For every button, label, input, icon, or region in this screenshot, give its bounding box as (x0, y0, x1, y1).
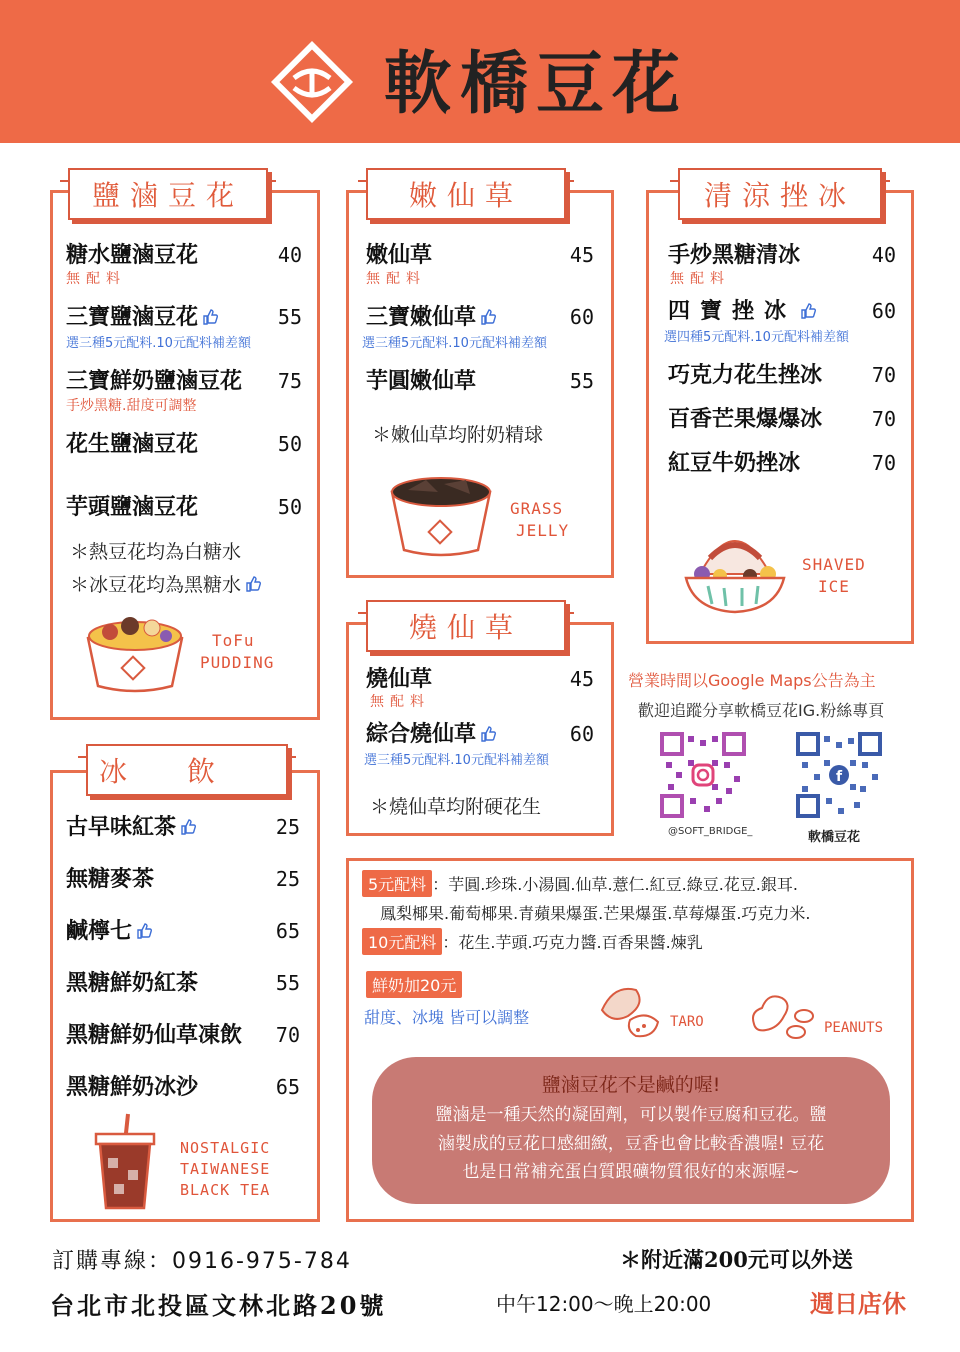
item-note: 無配料 (370, 694, 430, 710)
milk-addon: 鮮奶加20元 (366, 971, 462, 998)
menu-item[interactable]: 紅豆牛奶挫冰 70 (668, 450, 896, 476)
menu-item[interactable]: 四寶挫冰 60 (668, 298, 896, 324)
header-banner (0, 0, 960, 143)
instagram-handle: @SOFT_BRIDGE_ (668, 826, 753, 837)
taro-label: TARO (670, 1014, 704, 1030)
closed-day: 週日店休 (810, 1289, 906, 1318)
delivery-note: ＊附近滿200元可以外送 (620, 1247, 853, 1272)
menu-item[interactable]: 三寶嫩仙草 60 (366, 304, 594, 330)
item-note: 無配料 (366, 271, 426, 287)
menu-item[interactable]: 芋頭鹽滷豆花 50 (66, 494, 302, 520)
thumbs-up-icon (480, 309, 496, 325)
bubble-line: 滷製成的豆花口感細緻，豆香也會比較香濃喔! 豆花 (437, 1134, 825, 1154)
bubble-line: 也是日常補充蛋白質跟礦物質很好的來源喔~ (462, 1162, 800, 1182)
menu-item[interactable]: 三寶鹽滷豆花 55 (66, 304, 302, 330)
menu-note: ＊嫩仙草均附奶精球 (372, 424, 544, 446)
hot-grass-jelly-title: 燒仙草 (366, 600, 566, 652)
peanuts-icon (748, 988, 822, 1044)
item-note: 選三種5元配料.10元配料補差額 (66, 336, 251, 351)
brand-title: 軟橋豆花 (384, 44, 689, 124)
menu-item[interactable]: 黑糖鮮奶仙草凍飲 70 (66, 1022, 300, 1048)
menu-item[interactable]: 鹹檸七 65 (66, 918, 300, 944)
black-tea-label: NOSTALGIC TAIWANESE BLACK TEA (180, 1139, 271, 1199)
thumbs-up-icon (136, 923, 152, 939)
thumbs-up-icon (800, 303, 816, 319)
thumbs-up-icon (180, 819, 196, 835)
bubble-line: 鹽滷是一種天然的凝固劑，可以製作豆腐和豆花。鹽 (435, 1105, 827, 1125)
shaved-ice-title: 清涼挫冰 (678, 168, 882, 220)
toppings-5-tag: 5元配料 (362, 870, 432, 897)
salt-tofu-title: 鹽滷豆花 (68, 168, 268, 220)
toppings-5-line-2: 鳳梨椰果.葡萄椰果.青蘋果爆蛋.芒果爆蛋.草莓爆蛋.巧克力米. (380, 904, 811, 923)
item-note: 選四種5元配料.10元配料補差額 (664, 330, 849, 345)
menu-note: ＊燒仙草均附硬花生 (370, 796, 542, 818)
grass-jelly-label: GRASS JELLY (510, 499, 570, 540)
menu-item[interactable]: 芋圓嫩仙草 55 (366, 368, 594, 394)
thumbs-up-icon (245, 576, 261, 592)
black-tea-cup-icon (90, 1112, 160, 1212)
opening-hours: 中午12:00～晚上20:00 (496, 1292, 712, 1316)
order-phone[interactable]: 訂購專線：0916-975-784 (52, 1249, 352, 1274)
bubble-heading: 鹽滷豆花不是鹹的喔! (541, 1074, 721, 1096)
tofu-pudding-label: ToFu PUDDING (200, 631, 275, 672)
menu-item[interactable]: 燒仙草 45 (366, 666, 594, 692)
hours-note: 營業時間以Google Maps公告為主 (628, 671, 876, 690)
menu-note: ＊熱豆花均為白糖水 (70, 541, 242, 563)
menu-item[interactable]: 無糖麥茶 25 (66, 866, 300, 892)
store-address: 台北市北投區文林北路20號 (50, 1291, 387, 1320)
item-note: 無配料 (670, 271, 730, 287)
facebook-label: 軟橋豆花 (808, 830, 861, 845)
tofu-pudding-bowl-icon (80, 598, 190, 698)
shaved-ice-label: SHAVED ICE (802, 555, 866, 596)
menu-item[interactable]: 巧克力花生挫冰 70 (668, 362, 896, 388)
peanuts-label: PEANUTS (824, 1020, 884, 1036)
menu-item[interactable]: 花生鹽滷豆花 50 (66, 431, 302, 457)
follow-note: 歡迎追蹤分享軟橋豆花IG.粉絲專頁 (638, 701, 885, 720)
adjust-note: 甜度、冰塊 皆可以調整 (364, 1008, 530, 1027)
item-note: 手炒黑糖.甜度可調整 (66, 398, 197, 414)
menu-item[interactable]: 糖水鹽滷豆花 40 (66, 242, 302, 268)
menu-item[interactable]: 黑糖鮮奶冰沙 65 (66, 1074, 300, 1100)
toppings-10-line: 10元配料 ：花生.芋頭.巧克力醬.百香果醬.煉乳 (362, 928, 703, 955)
item-note: 選三種5元配料.10元配料補差額 (364, 753, 549, 768)
menu-item[interactable]: 古早味紅茶 25 (66, 814, 300, 840)
facebook-qr-code[interactable] (796, 732, 882, 818)
instagram-qr-code[interactable] (660, 732, 746, 818)
menu-item[interactable]: 綜合燒仙草 60 (366, 721, 594, 747)
toppings-5-line: 5元配料 ：芋圓.珍珠.小湯圓.仙草.薏仁.紅豆.綠豆.花豆.銀耳. (362, 870, 798, 897)
menu-item[interactable]: 嫩仙草 45 (366, 242, 594, 268)
brand-logo-icon (270, 40, 354, 124)
cold-drinks-title: 冰飲 (86, 744, 288, 796)
grass-jelly-title: 嫩仙草 (366, 168, 566, 220)
thumbs-up-icon (480, 726, 496, 742)
item-note: 無配料 (66, 271, 126, 287)
menu-item[interactable]: 黑糖鮮奶紅茶 55 (66, 970, 300, 996)
item-note: 選三種5元配料.10元配料補差額 (362, 336, 547, 351)
menu-item[interactable]: 三寶鮮奶鹽滷豆花 75 (66, 368, 302, 394)
grass-jelly-bowl-icon (386, 468, 496, 560)
menu-item[interactable]: 百香芒果爆爆冰 70 (668, 406, 896, 432)
svg-text:f: f (835, 769, 843, 785)
toppings-10-tag: 10元配料 (362, 928, 442, 955)
menu-item[interactable]: 手炒黑糖清冰 40 (668, 242, 896, 268)
taro-icon (594, 980, 664, 1042)
menu-note: ＊冰豆花均為黑糖水 (70, 570, 261, 597)
shaved-ice-bowl-icon (680, 512, 790, 618)
thumbs-up-icon (202, 309, 218, 325)
